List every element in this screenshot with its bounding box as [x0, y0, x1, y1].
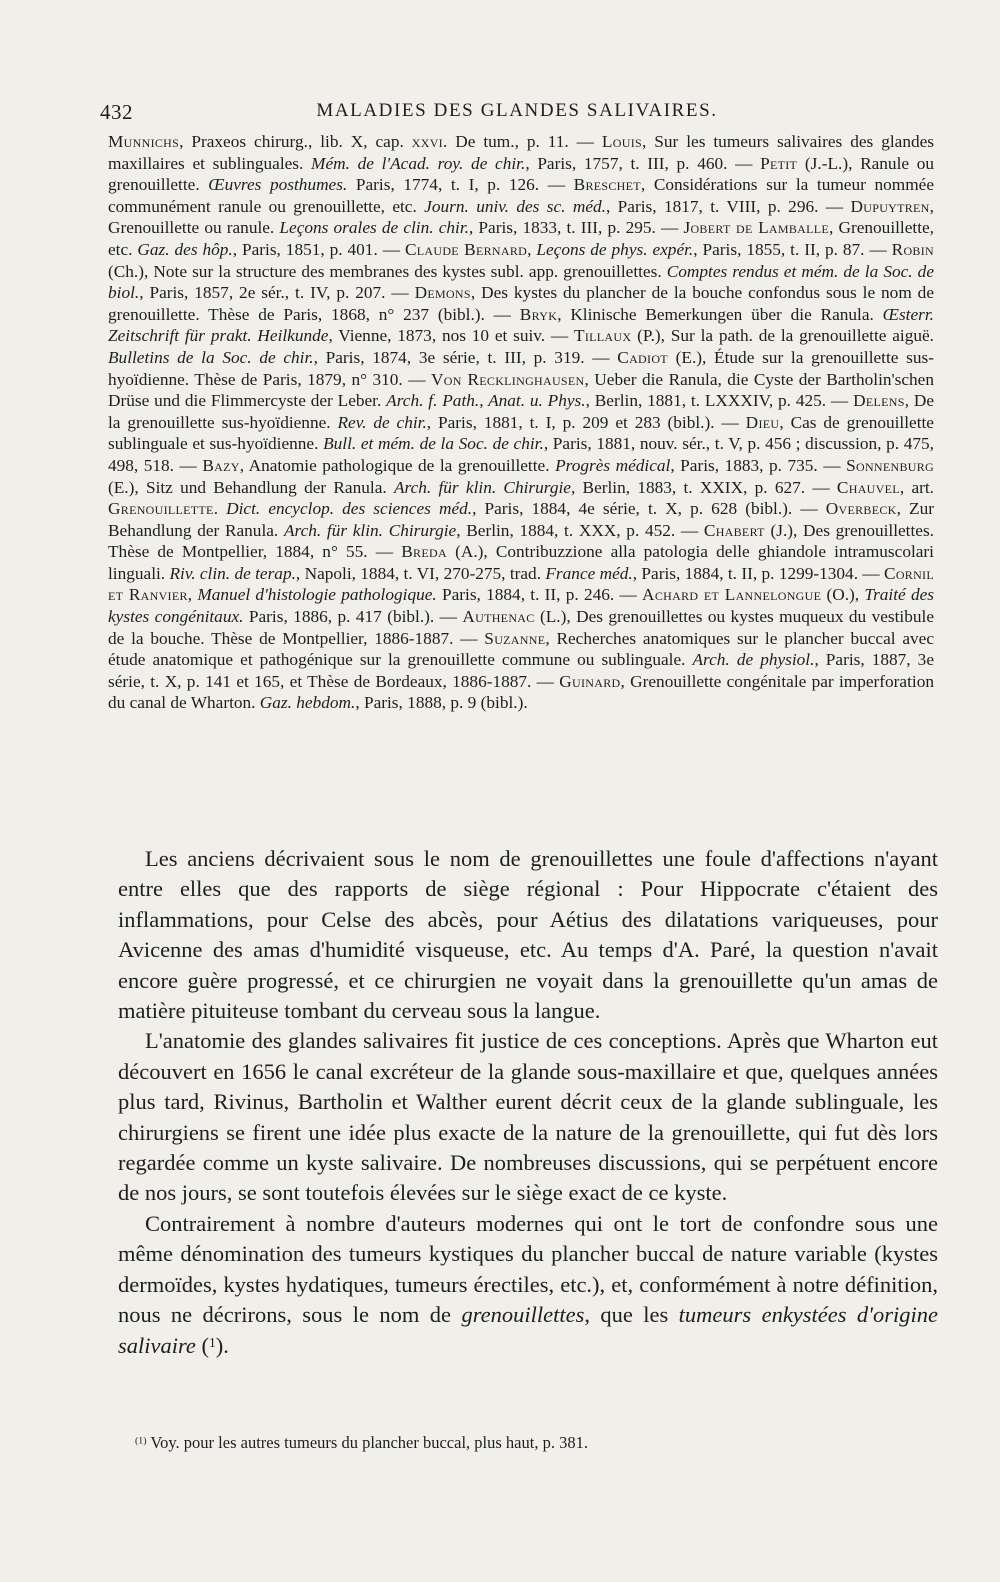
author-name: Authenac	[462, 607, 535, 627]
italic-text: Traité des kystes congénitaux.	[108, 585, 935, 627]
text-run: . De tum., p. 11. —	[442, 132, 602, 151]
footnote-text: Voy. pour les autres tumeurs du plancher buccal, plus haut, p. 381.	[146, 1433, 588, 1452]
author-name: Chauvel	[836, 477, 900, 497]
author-name: Petit	[760, 153, 798, 173]
author-name: Overbeck	[825, 499, 897, 519]
text-run: , Paris, 1833, t. III, p. 295. —	[468, 218, 684, 238]
author-name: Bryk	[519, 304, 558, 324]
italic-text: Arch. für klin. Chirurgie	[283, 520, 457, 540]
text-run: ,	[527, 239, 537, 259]
author-name: Dieu	[745, 412, 780, 432]
author-name: Breda	[401, 542, 447, 562]
bibliography-block	[108, 131, 934, 714]
text-run: , Praxeos chirurg., lib. X, cap.	[179, 132, 412, 151]
text-run: , Cas de grenouillette sublinguale et sus-hyoïdienne.	[108, 412, 934, 454]
text-run: , Paris, 1884, t. II, p. 1299-1304. —	[632, 563, 884, 583]
text-run: (E.), Sitz und Behandlung der Ranula.	[108, 477, 394, 497]
footnote	[135, 1433, 915, 1453]
author-name: xxvi	[411, 132, 443, 151]
author-name: Suzanne	[484, 628, 546, 648]
text-run: , art.	[899, 477, 934, 497]
text-run: Contrairement à nombre d'auteurs modernes qui ont le tort de confondre sous une même dénomination des tumeurs kystiques du plancher buccal de nature variable (kystes dermoïdes, kystes hydatiques, tumeurs érectiles, etc.), et, conformément à notre définition, nous ne décrirons, sous le nom de	[118, 1210, 938, 1328]
italic-text: Comptes rendus et mém. de la Soc. de biol.	[108, 261, 934, 303]
text-run: .	[213, 499, 227, 519]
author-name: Chabert	[703, 520, 765, 540]
text-run: , Berlin, 1881, t. LXXXIV, p. 425. —	[585, 391, 854, 411]
body-paragraph	[118, 1026, 938, 1208]
author-name: Demons	[414, 283, 471, 303]
italic-text: Gaz. des hôp.	[137, 239, 233, 259]
author-name: Tillaux	[574, 326, 632, 346]
author-name: Von Recklinghausen	[430, 369, 585, 389]
author-name: Guinard	[559, 671, 621, 691]
text-run: , Paris, 1855, t. II, p. 87. —	[693, 239, 892, 259]
text-run: (J.-L.), Ranule ou grenouillette.	[108, 153, 935, 195]
text-run: L'anatomie des glandes salivaires fit justice de ces conceptions. Après que Wharton eut découvert en 1656 le canal excréteur de la glande sous-maxillaire et que, quelques années plus tard, Rivinus, Bartholin et Walther eurent décrit ceux de la glande sublinguale, les chirurgiens se firent une idée plus exacte de la nature de la grenouillette, qui fut dès lors regardée comme un kyste salivaire. De nombreuses discussions, qui se perpétuent encore de nos jours, se sont toutefois élevées sur le siège exact de ce kyste.	[118, 1028, 938, 1206]
italic-text: Dict. encyclop. des sciences méd.	[226, 499, 473, 519]
footnote-reference: 1	[209, 1334, 216, 1350]
author-name: Louis	[601, 132, 642, 151]
text-run: Paris, 1774, t. I, p. 126. —	[347, 175, 574, 195]
text-run: , Ueber die Ranula, die Cyste der Bartholin'schen Drüse und die Flimmercyste der Leber.	[108, 369, 934, 411]
text-run: (E.), Étude sur la grenouillette sus-hyoïdienne. Thèse de Paris, 1879, n° 310. —	[108, 347, 934, 389]
author-name: Achard et Lannelongue	[642, 585, 822, 605]
text-run: , Paris, 1857, 2e sér., t. IV, p. 207. —	[139, 283, 415, 303]
body-paragraph	[118, 844, 938, 1026]
author-name: Cadiot	[617, 347, 668, 367]
text-run: (	[195, 1332, 210, 1358]
italic-text: Manuel d'histologie pathologique.	[197, 585, 437, 605]
running-title: MALADIES DES GLANDES SALIVAIRES.	[316, 100, 718, 121]
text-run: Paris, 1884, t. II, p. 246. —	[436, 585, 643, 605]
italic-text: Leçons orales de clin. chir.	[279, 218, 469, 238]
text-run: Les anciens décrivaient sous le nom de grenouillettes une foule d'affections n'ayant entre elles que des rapports de siège régional : Pour Hippocrate c'étaient des inflammations, pour Celse des abcès, pour Aétius des dilatations variqueuses, pour Avicenne des amas d'humidité visqueuse, etc. Au temps d'A. Paré, la question n'avait encore guère progressé, et ce chirurgien ne voyait dans la grenouillette qu'un amas de matière pituiteuse tombant du cerveau sous la langue.	[118, 846, 938, 1024]
text-run: , Paris, 1817, t. VIII, p. 296. —	[605, 196, 851, 216]
italic-text: Œsterr. Zeitschrift für prakt. Heilkunde	[108, 304, 935, 346]
italic-text: Rev. de chir.	[337, 412, 427, 432]
author-name: Grenouillette	[108, 499, 214, 519]
author-name: Robin	[891, 239, 934, 259]
footnote-marker: (1)	[135, 1435, 147, 1447]
author-name: Claude Bernard	[404, 239, 528, 259]
author-name: Delens	[853, 391, 905, 411]
text-run: (A.), Contribuzzione alla patologia delle ghiandole intramuscolari linguali.	[108, 542, 934, 583]
text-run: (O.),	[821, 585, 865, 605]
text-run: (Ch.), Note sur la structure des membranes des kystes subl. app. grenouillettes.	[108, 261, 667, 281]
text-run: ,	[187, 585, 198, 605]
text-run: , Grenouillette, etc.	[108, 218, 934, 259]
text-run: , De la grenouillette sus-hyoïdienne.	[108, 391, 935, 432]
text-run: (P.), Sur la path. de la grenouillette aiguë.	[631, 326, 934, 346]
italic-text: Arch. de physiol.	[692, 650, 815, 670]
italic-text: Riv. clin. de terap.	[169, 563, 296, 583]
text-run: , Sur les tumeurs salivaires des glandes maxillaires et sublinguales.	[108, 132, 934, 173]
text-run: (J.), Des grenouillettes. Thèse de Montpellier, 1884, n° 55. —	[108, 520, 934, 562]
page-header	[100, 100, 934, 128]
text-run: , Paris, 1874, 3e série, t. III, p. 319. —	[313, 347, 618, 367]
page-number: 432	[100, 100, 133, 124]
italic-text: Progrès médical	[555, 455, 671, 475]
text-run: , Paris, 1887, 3e série, t. X, p. 141 et 165, et Thèse de Bordeaux, 1886-1887. —	[108, 650, 934, 691]
italic-text: Arch. f. Path., Anat. u. Phys.	[386, 391, 586, 411]
text-run: , Napoli, 1884, t. VI, 270-275, trad.	[295, 563, 546, 583]
author-name: Breschet	[573, 175, 641, 195]
text-run: ).	[215, 1332, 229, 1358]
bibliography-paragraph	[108, 131, 934, 714]
italic-text: Mém. de l'Acad. roy. de chir.	[311, 153, 526, 173]
text-run: , Grenouillette congénitale par imperforation du canal de Wharton.	[108, 671, 934, 713]
text-run: (L.), Des grenouillettes ou kystes muqueux du vestibule de la bouche. Thèse de Montpellier, 1886-1887. —	[108, 607, 934, 648]
body-paragraph	[118, 1209, 938, 1361]
italic-text: France méd.	[545, 563, 633, 583]
author-name: Bazy	[202, 455, 240, 475]
author-name: Dupuytren	[850, 196, 930, 216]
italic-text: Œuvres posthumes.	[208, 175, 348, 195]
italic-text: Journ. univ. des sc. méd.	[424, 196, 606, 216]
text-run: , Paris, 1851, p. 401. —	[232, 239, 405, 259]
text-run: , Paris, 1881, t. I, p. 209 et 283 (bibl.). —	[426, 412, 746, 432]
author-name: Sonnenburg	[846, 455, 935, 475]
text-run: , Berlin, 1883, t. XXIX, p. 627. —	[570, 477, 837, 497]
italic-text: Gaz. hebdom.	[259, 693, 356, 713]
text-run: Paris, 1886, p. 417 (bibl.). —	[243, 607, 463, 627]
text-run: , Paris, 1883, p. 735. —	[670, 455, 847, 475]
italic-text: tumeurs enkystées d'origine salivaire	[118, 1302, 938, 1358]
text-run: , Klinische Bemerkungen über die Ranula.	[557, 304, 883, 324]
author-name: Jobert de Lamballe	[683, 218, 830, 238]
text-run: , Anatomie pathologique de la grenouillette.	[239, 455, 556, 475]
text-run: , Zur Behandlung der Ranula.	[108, 499, 935, 540]
italic-text: Leçons de phys. expér.	[536, 239, 694, 259]
text-run: , Recherches anatomiques sur le plancher buccal avec étude anatomique et pathogénique sur la grenouillette commune ou sublinguale.	[108, 628, 935, 670]
text-run: , Des kystes du plancher de la bouche confondus sous le nom de grenouillette. Thèse de Paris, 1868, n° 237 (bibl.). —	[108, 283, 934, 324]
text-run: , Paris, 1881, nouv. sér., t. V, p. 456 ; discussion, p. 475, 498, 518. —	[108, 434, 934, 475]
italic-text: Bull. et mém. de la Soc. de chir.	[323, 434, 544, 454]
author-name: Cornil et Ranvier	[108, 563, 934, 605]
text-run: , Berlin, 1884, t. XXX, p. 452. —	[456, 520, 704, 540]
text-run: , Paris, 1884, 4e série, t. X, p. 628 (bibl.). —	[472, 499, 826, 519]
italic-text: Bulletins de la Soc. de chir.	[108, 347, 314, 367]
text-run: , Paris, 1757, t. III, p. 460. —	[525, 153, 761, 173]
italic-text: grenouillettes	[461, 1302, 585, 1328]
main-text	[118, 844, 938, 1361]
italic-text: Arch. für klin. Chirurgie	[393, 477, 571, 497]
text-run: , Vienne, 1873, nos 10 et suiv. —	[328, 326, 574, 346]
text-run: , que les	[584, 1302, 679, 1328]
text-run: , Considérations sur la tumeur nommée communément ranule ou grenouillette, etc.	[108, 175, 934, 216]
text-run: , Paris, 1888, p. 9 (bibl.).	[355, 693, 528, 713]
text-run: , Grenouillette ou ranule.	[108, 196, 934, 238]
author-name: Munnichs	[108, 132, 180, 151]
